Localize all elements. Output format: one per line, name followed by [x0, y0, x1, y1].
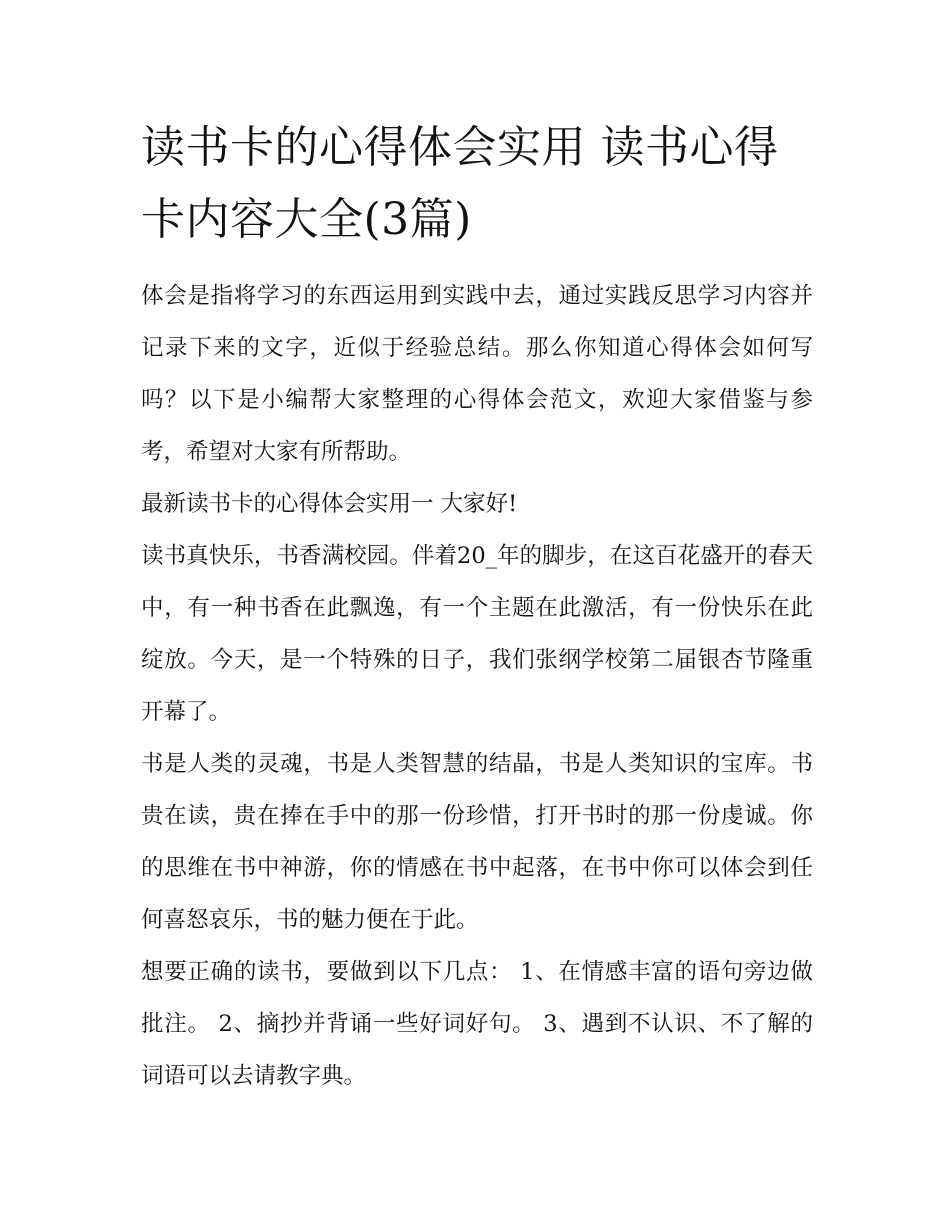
paragraph-intro: 体会是指将学习的东西运用到实践中去，通过实践反思学习内容并记录下来的文字，近似于经验总结。那么你知道心得体会如何写吗？以下是小编帮大家整理的心得体会范文，欢迎大家借鉴与参考，希望对大家有所帮助。 — [141, 283, 813, 465]
document-title: 读书卡的心得体会实用 读书心得卡内容大全(3篇) — [141, 122, 779, 245]
paragraph-book-soul: 书是人类的灵魂，书是人类智慧的结晶，书是人类知识的宝库。书贵在读，贵在捧在手中的那一份珍惜，打开书时的那一份虔诚。你的思维在书中神游，你的情感在书中起落，在书中你可以体会到任何喜怒哀乐，书的魅力便在于此。 — [141, 751, 813, 933]
paragraph-reading-joy: 读书真快乐，书香满校园。伴着20_年的脚步，在这百花盛开的春天中，有一种书香在此飘逸，有一个主题在此激活，有一份快乐在此绽放。今天，是一个特殊的日子，我们张纲学校第二届银杏节隆重开幕了。 — [141, 543, 813, 725]
paragraph-section-heading: 最新读书卡的心得体会实用一 大家好! — [141, 491, 518, 517]
document-page — [141, 112, 813, 1102]
paragraph-reading-tips: 想要正确的读书，要做到以下几点： 1、在情感丰富的语句旁边做批注。 2、摘抄并背诵一些好词好句。 3、遇到不认识、不了解的词语可以去请教字典。 — [141, 959, 813, 1089]
